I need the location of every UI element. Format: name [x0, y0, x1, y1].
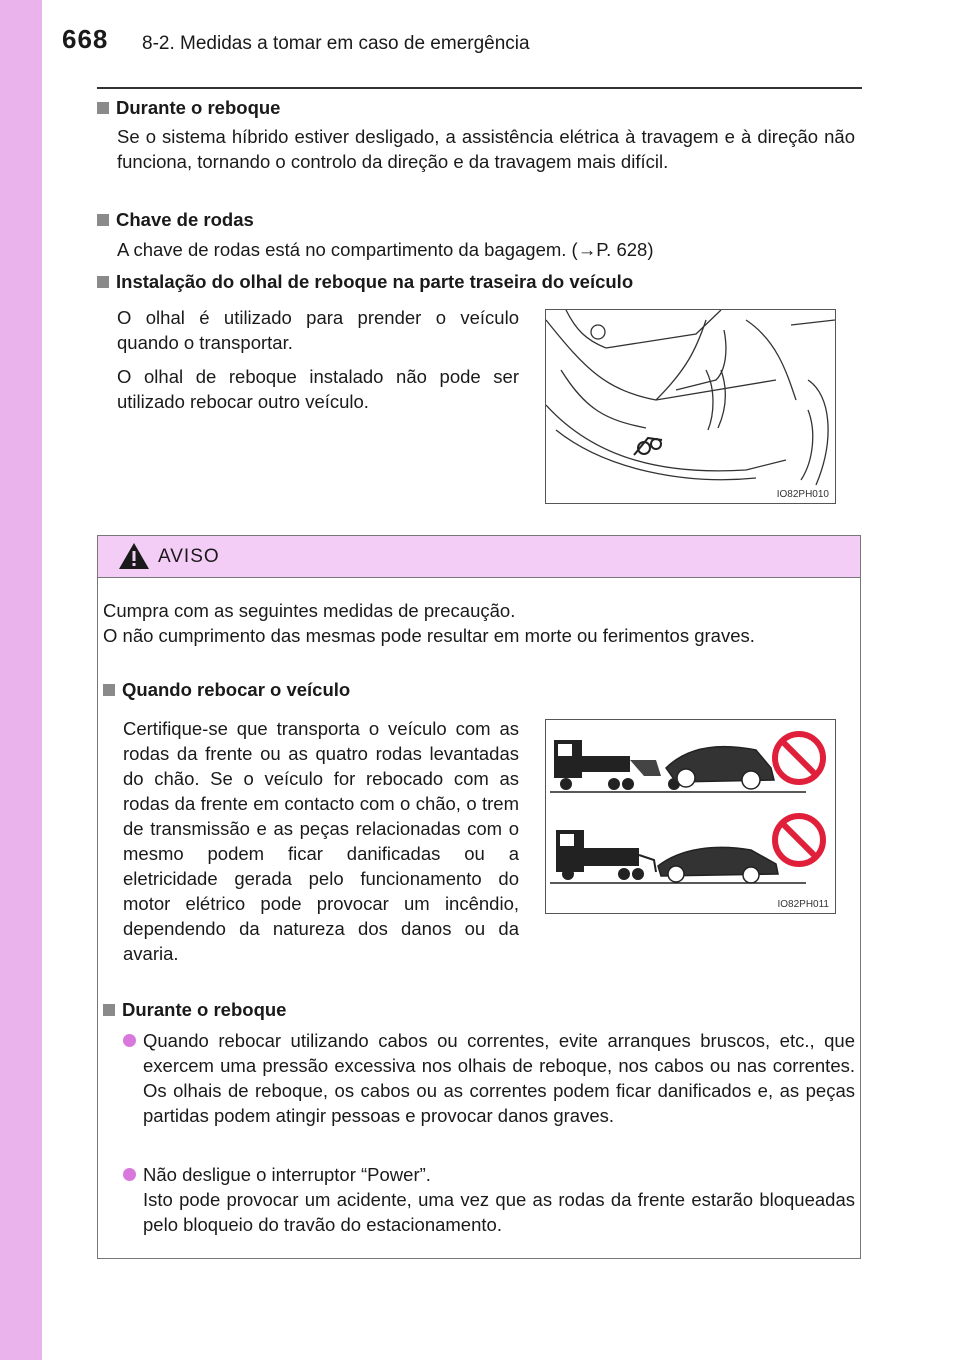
- square-bullet-icon: [103, 684, 115, 696]
- prohibition-icon: [775, 734, 823, 864]
- warning-subheading-text: Durante o reboque: [122, 999, 287, 1020]
- chapter-side-band: [0, 0, 42, 1360]
- header-divider: [97, 87, 862, 89]
- section-heading-text: Durante o reboque: [116, 97, 281, 118]
- section-heading-durante-reboque: [97, 97, 280, 119]
- section-heading-chave-rodas: [97, 209, 254, 231]
- warning-intro: O não cumprimento das mesmas pode resultar em morte ou ferimentos graves.: [103, 625, 755, 646]
- warning-bullet: [123, 1028, 855, 1128]
- square-bullet-icon: [97, 276, 109, 288]
- warning-header: [98, 536, 860, 578]
- page-number: 668: [62, 24, 109, 54]
- warning-bullet: [123, 1162, 855, 1237]
- warning-subheading-text: Quando rebocar o veículo: [122, 679, 351, 700]
- warning-intro: Cumpra com as seguintes medidas de precaução.: [103, 600, 516, 621]
- warning-subheading-durante-reboque: [103, 999, 286, 1021]
- figure-id: IO82PH011: [777, 899, 829, 910]
- section-paragraph: O olhal de reboque instalado não pode ser utilizado rebocar outro veículo.: [117, 366, 519, 412]
- figure-id: IO82PH010: [776, 489, 829, 500]
- square-bullet-icon: [97, 102, 109, 114]
- towing-eyelet-illustration: [545, 309, 836, 504]
- section-heading-olhal-reboque: [97, 271, 633, 293]
- warning-triangle-icon: [118, 541, 150, 571]
- tow-truck-drawings: [546, 720, 835, 913]
- section-body: Se o sistema híbrido estiver desligado, a assistência elétrica à travagem e à direção não funciona, tornando o controlo da direção e da travagem mais difícil.: [117, 126, 855, 172]
- section-heading-text: Chave de rodas: [116, 209, 254, 230]
- square-bullet-icon: [103, 1004, 115, 1016]
- square-bullet-icon: [97, 214, 109, 226]
- warning-subheading-quando-rebocar: [103, 679, 350, 701]
- section-heading-text: Instalação do olhal de reboque na parte traseira do veículo: [116, 271, 634, 292]
- chapter-title: 8-2. Medidas a tomar em caso de emergência: [142, 33, 530, 54]
- section-body: A chave de rodas está no compartimento da bagagem. (→P. 628): [117, 239, 654, 260]
- bullet-text: Não desligue o interruptor “Power”.: [143, 1164, 431, 1185]
- section-paragraph: O olhal é utilizado para prender o veículo quando o transportar.: [117, 307, 519, 353]
- warning-subsection-body: Certifique-se que transporta o veículo com as rodas da frente ou as quatro rodas levantadas do chão. Se o veículo for rebocado com as rodas da frente em contacto com o chão, o trem de transmissão e as peças relacionadas com o mesmo podem ficar danificadas ou a eletricidade gerada pelo funcionamento do motor elétrico pode provocar um incêndio, dependendo da natureza dos danos ou da avaria.: [123, 718, 519, 964]
- warning-title: AVISO: [158, 546, 220, 567]
- bullet-text: Isto pode provocar um acidente, uma vez que as rodas da frente estarão bloqueadas pelo bloqueio do travão do estacionamento.: [143, 1189, 855, 1235]
- bullet-dot-icon: [123, 1168, 136, 1181]
- car-rear-bumper-drawing: [546, 310, 835, 503]
- towing-methods-illustration: [545, 719, 836, 914]
- bullet-dot-icon: [123, 1034, 136, 1047]
- bullet-text: Quando rebocar utilizando cabos ou correntes, evite arranques bruscos, etc., que exercem uma pressão excessiva nos olhais de reboque, nos cabos ou nas correntes. Os olhais de reboque, os cabos ou as correntes podem ficar danificados e, as peças partidas podem atingir pessoas e provocar danos graves.: [143, 1030, 855, 1126]
